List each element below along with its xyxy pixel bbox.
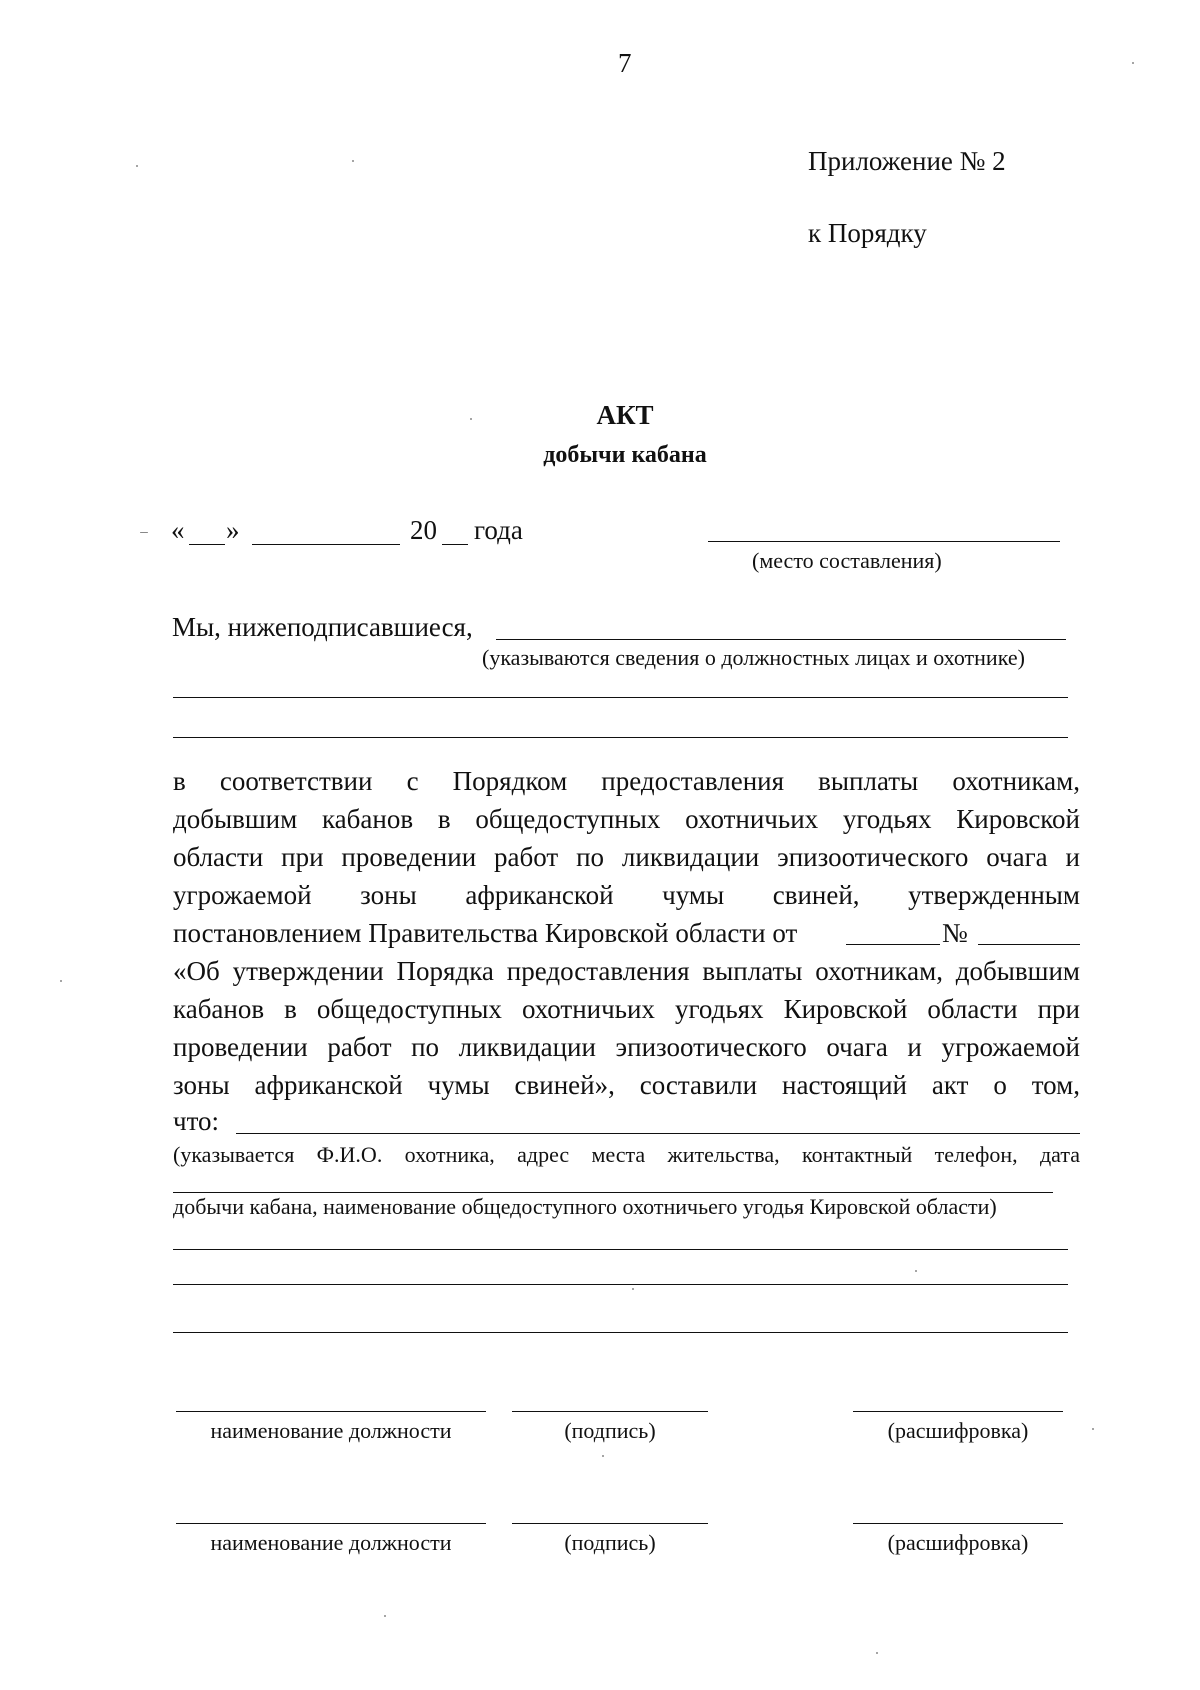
details-blank (236, 1133, 1080, 1134)
position-caption: наименование должности (210, 1530, 452, 1555)
details-blank-3 (173, 1249, 1068, 1250)
year-suffix: года (474, 515, 523, 545)
month-blank (252, 544, 400, 545)
body-line-6: «Об утверждении Порядка предоставления выплаты охотникам, добывшим (173, 956, 1080, 986)
signers-blank-2 (173, 697, 1068, 698)
body-line-1: в соответствии с Порядком предоставления выплаты охотникам, (173, 766, 1080, 796)
details-blank-4 (173, 1284, 1068, 1285)
body-line-3: области при проведении работ по ликвидации эпизоотического очага и (173, 842, 1080, 872)
body-line-4: угрожаемой зоны африканской чумы свиней, утвержденным (173, 880, 1080, 910)
decree-number-sign: № (942, 918, 968, 948)
signature-blank (512, 1523, 708, 1524)
body-line-7: кабанов в общедоступных охотничьих угодьях Кировской области при (173, 994, 1080, 1024)
page-number: 7 (618, 48, 632, 78)
signers-blank (496, 639, 1066, 640)
place-blank (708, 541, 1060, 542)
signature-blank (512, 1411, 708, 1412)
details-caption-1: (указывается Ф.И.О. охотника, адрес места жительства, контактный телефон, дата (173, 1142, 1080, 1167)
decoding-caption: (расшифровка) (887, 1530, 1029, 1555)
day-blank (189, 544, 225, 545)
details-blank-2 (173, 1192, 1053, 1193)
date-open-quote: « (171, 515, 185, 545)
position-blank (176, 1411, 486, 1412)
position-blank (176, 1523, 486, 1524)
position-caption: наименование должности (210, 1418, 452, 1443)
date-close-quote: » (226, 515, 240, 545)
place-caption: (место составления) (752, 548, 942, 573)
body-line-5: постановлением Правительства Кировской области от (173, 918, 798, 948)
details-blank-5 (173, 1332, 1068, 1333)
body-line-10: что: (173, 1106, 220, 1136)
year-blank (442, 544, 468, 545)
appendix-number: Приложение № 2 (808, 146, 1006, 176)
signers-lead: Мы, нижеподписавшиеся, (172, 612, 473, 642)
decree-date-blank (846, 944, 940, 945)
year-prefix: 20 (410, 515, 437, 545)
signature-caption: (подпись) (564, 1418, 656, 1443)
decree-number-blank (978, 944, 1080, 945)
body-line-9: зоны африканской чумы свиней», составили настоящий акт о том, (173, 1070, 1080, 1100)
document-subtitle: добычи кабана (543, 442, 707, 468)
decoding-blank (853, 1411, 1063, 1412)
decoding-blank (853, 1523, 1063, 1524)
decoding-caption: (расшифровка) (887, 1418, 1029, 1443)
signers-blank-3 (173, 737, 1068, 738)
body-line-8: проведении работ по ликвидации эпизоотического очага и угрожаемой (173, 1032, 1080, 1062)
document-title: АКТ (596, 400, 654, 430)
details-caption-2: добычи кабана, наименование общедоступного охотничьего угодья Кировской области) (173, 1194, 997, 1219)
signature-caption: (подпись) (564, 1530, 656, 1555)
signers-caption: (указываются сведения о должностных лицах и охотнике) (482, 645, 1025, 670)
body-line-2: добывшим кабанов в общедоступных охотничьих угодьях Кировской (173, 804, 1080, 834)
appendix-reference: к Порядку (808, 218, 927, 248)
